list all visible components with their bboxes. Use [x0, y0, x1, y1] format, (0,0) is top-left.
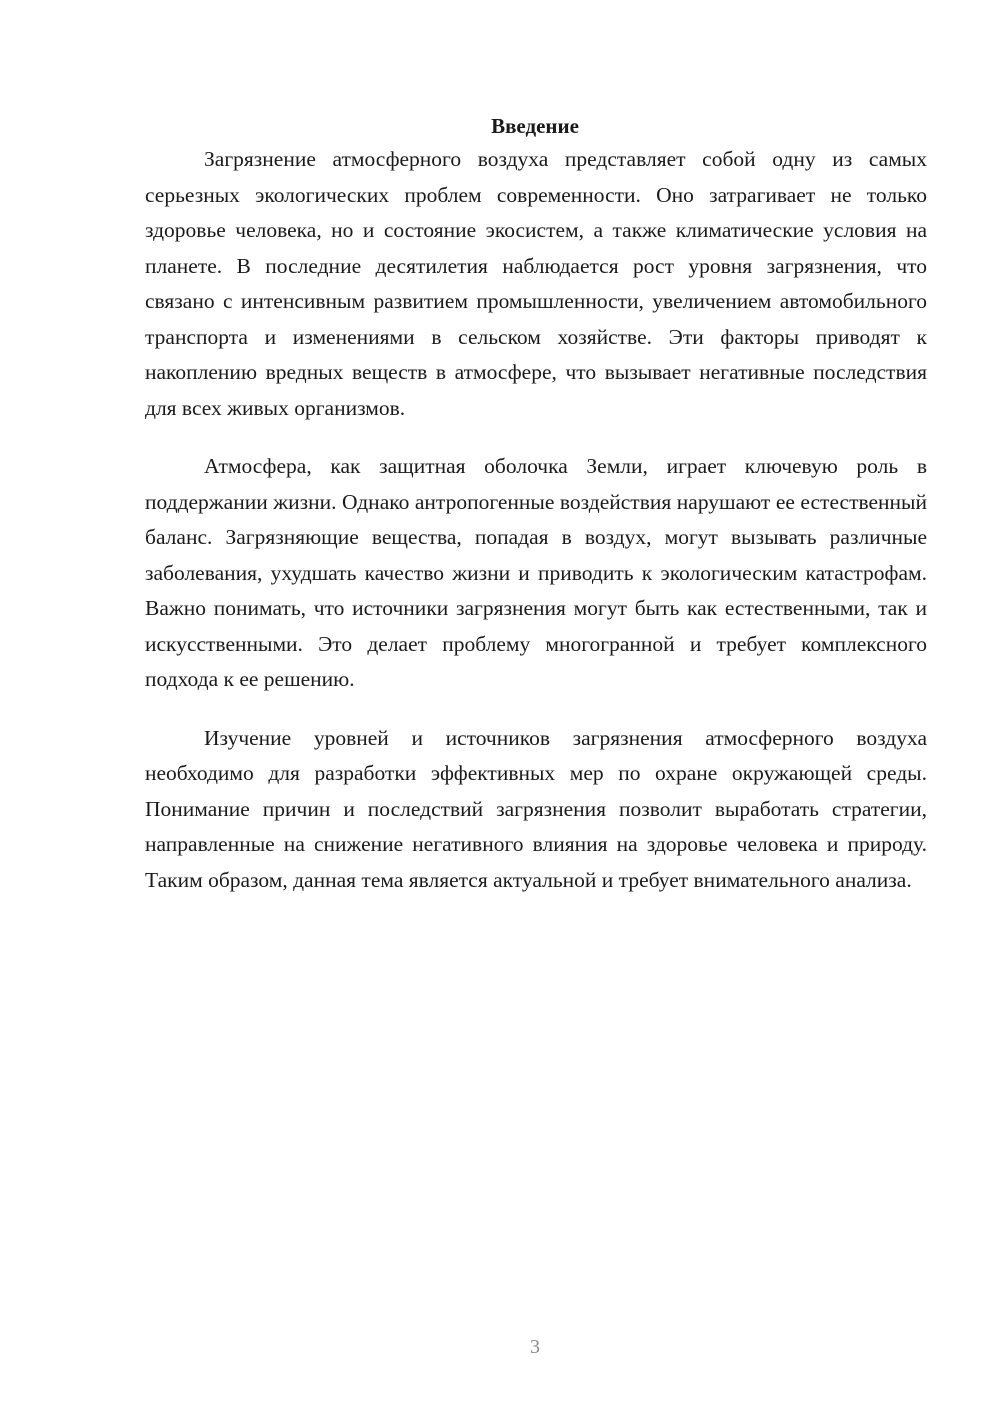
section-heading: Введение	[491, 114, 579, 139]
paragraph-1: Загрязнение атмосферного воздуха представляет собой одну из самых серьезных экологических проблем современности. Оно затрагивает не только здоровье человека, но и состояние экосистем, а также климатические условия на планете. В последние десятилетия наблюдается рост уровня загрязнения, что связано с интенсивным развитием промышленности, увеличением автомобильного транспорта и изменениями в сельском хозяйстве. Эти факторы приводят к накоплению вредных веществ в атмосфере, что вызывает негативные последствия для всех живых организмов.	[145, 147, 927, 420]
body-text	[145, 142, 927, 898]
paragraph-3: Изучение уровней и источников загрязнения атмосферного воздуха необходимо для разработки эффективных мер по охране окружающей среды. Понимание причин и последствий загрязнения позволит выработать стратегии, направленные на снижение негативного влияния на здоровье человека и природу. Таким образом, данная тема является актуальной и требует внимательного анализа.	[145, 725, 927, 892]
page-number: 3	[530, 1336, 540, 1358]
paragraph-2: Атмосфера, как защитная оболочка Земли, играет ключевую роль в поддержании жизни. Однако антропогенные воздействия нарушают ее естественный баланс. Загрязняющие вещества, попадая в воздух, могут вызывать различные заболевания, ухудшать качество жизни и приводить к экологическим катастрофам. Важно понимать, что источники загрязнения могут быть как естественными, так и искусственными. Это делает проблему многогранной и требует комплексного подхода к ее решению.	[145, 454, 927, 691]
